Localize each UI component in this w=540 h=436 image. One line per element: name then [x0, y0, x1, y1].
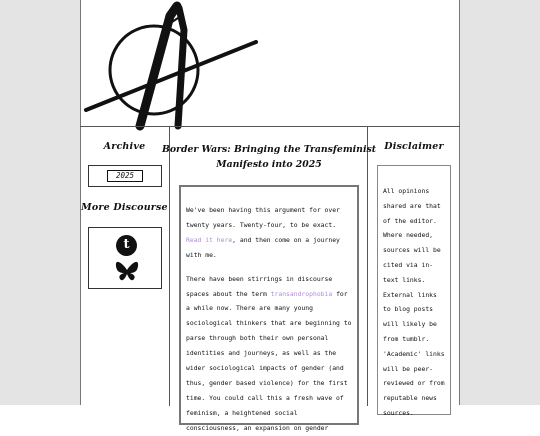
archive-heading: Archive	[103, 141, 146, 152]
logo-a-right-stroke	[178, 8, 184, 126]
tumblr-icon[interactable]: t	[116, 235, 137, 256]
header-banner	[80, 0, 460, 126]
disclaimer-text: All opinions shared are that of the editor. Where needed, sources will be cited via in-text links. External links to blog posts will likely be from tumblr. 'Academic' links will be peer-reviewed or from reputable news sources.	[383, 187, 445, 417]
logo-a-left-stroke	[140, 6, 177, 126]
content-columns	[80, 126, 460, 432]
archive-item-2025[interactable]: 2025	[107, 170, 143, 182]
post-text: There have been stirrings in discourse spaces about the term	[186, 274, 333, 298]
left-sidebar	[80, 127, 170, 406]
disclaimer-heading: Disclaimer	[384, 141, 444, 152]
post-title	[161, 139, 377, 175]
bluesky-butterfly-icon[interactable]	[115, 261, 139, 282]
post-text: We've been having this argument for over twenty years. Twenty-four, to be exact.	[186, 206, 340, 229]
disclaimer-box	[377, 165, 451, 415]
transandrophobia-link[interactable]: transandrophobia	[270, 289, 333, 298]
main-column	[161, 127, 377, 432]
post-body	[179, 185, 359, 432]
post-title-line-1: Border Wars: Bringing the Transfeminist	[161, 144, 377, 155]
post-paragraph-2	[186, 272, 352, 436]
right-background	[460, 0, 540, 405]
right-sidebar	[368, 127, 460, 417]
post-text: , and then come on a journey with me.	[186, 235, 340, 259]
more-discourse-heading: More Discourse	[81, 202, 168, 213]
read-it-here-link[interactable]: Read it here	[186, 235, 233, 244]
anarchy-logo	[80, 0, 460, 126]
post-title-line-2: Manifesto into 2025	[216, 159, 322, 170]
post-text: for a while now. There are many young sociological thinkers that are beginning to parse through both their own personal identities and journeys, as well as the wider sociological impacts of gender (and thus, gender based violence) for the first time. You could call this a fresh wave of feminism, a heightened social consciousness, an expansion on gender	[186, 289, 352, 432]
social-links	[88, 227, 162, 289]
post-paragraph-1	[186, 203, 352, 263]
left-background	[0, 0, 80, 405]
archive-list	[88, 165, 162, 187]
